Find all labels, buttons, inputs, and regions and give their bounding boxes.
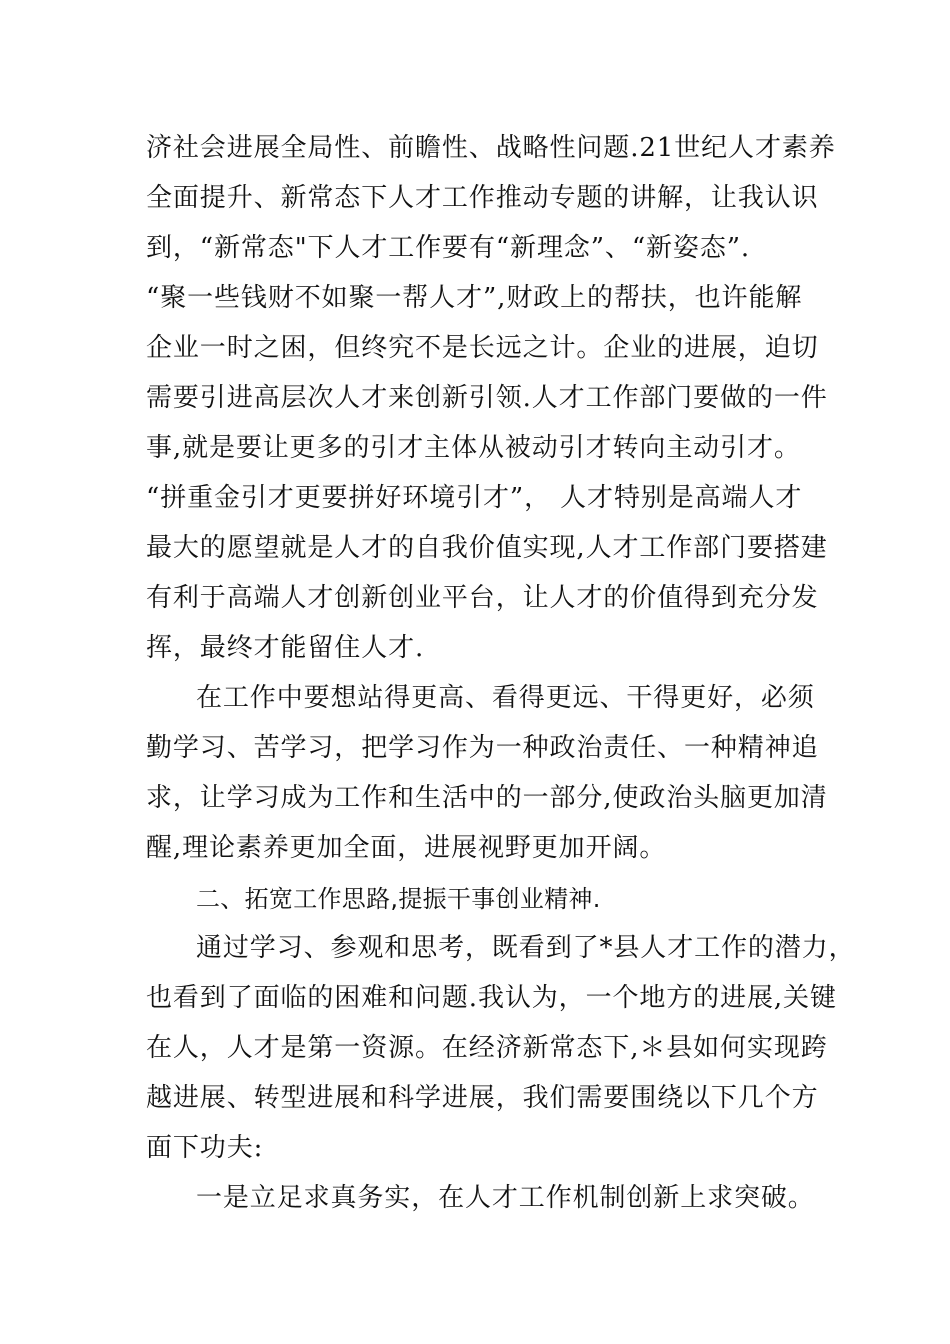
text-line: 需要引进高层次人才来创新引领.人才工作部门要做的一件 — [146, 383, 828, 413]
paragraph-first-line: 一是立足求真务实，在人才工作机制创新上求突破。 — [196, 1183, 815, 1213]
text-line: 最大的愿望就是人才的自我价值实现,人才工作部门要搭建 — [146, 533, 828, 563]
text-line: 到，“新常态"下人才工作要有“新理念”、“新姿态”. — [146, 233, 751, 263]
text-line: 求，让学习成为工作和生活中的一部分,使政治头脑更加清 — [146, 783, 828, 813]
text-line: 越进展、转型进展和科学进展，我们需要围绕以下几个方 — [146, 1083, 819, 1113]
text-line: 济社会进展全局性、前瞻性、战略性问题.21世纪人才素养 — [146, 133, 836, 163]
text-line: “聚一些钱财不如聚一帮人才”,财政上的帮扶，也许能解 — [146, 283, 803, 313]
text-line: 勤学习、苦学习，把学习作为一种政治责任、一种精神追 — [146, 733, 819, 763]
text-line: 有利于高端人才创新创业平台，让人才的价值得到充分发 — [146, 583, 819, 613]
section-heading: 二、拓宽工作思路,提振干事创业精神. — [196, 885, 601, 913]
text-line: 事,就是要让更多的引才主体从被动引才转向主动引才。 — [146, 433, 801, 463]
text-line: 企业一时之困，但终究不是长远之计。企业的进展，迫切 — [146, 333, 819, 363]
text-line: 也看到了面临的困难和问题.我认为，一个地方的进展,关键 — [146, 983, 837, 1013]
paragraph-first-line: 通过学习、参观和思考，既看到了*县人才工作的潜力， — [196, 933, 856, 963]
paragraph-first-line: 在工作中要想站得更高、看得更远、干得更好，必须 — [196, 683, 815, 713]
text-line: 醒,理论素养更加全面，进展视野更加开阔。 — [146, 833, 667, 863]
text-line: “拼重金引才更要拼好环境引才”， 人才特别是高端人才 — [146, 483, 803, 513]
text-line: 在人，人才是第一资源。在经济新常态下,＊县如何实现跨 — [146, 1033, 828, 1063]
text-line: 面下功夫: — [146, 1133, 264, 1163]
text-line: 全面提升、新常态下人才工作推动专题的讲解，让我认识 — [146, 183, 819, 213]
text-line: 挥，最终才能留住人才. — [146, 633, 425, 663]
